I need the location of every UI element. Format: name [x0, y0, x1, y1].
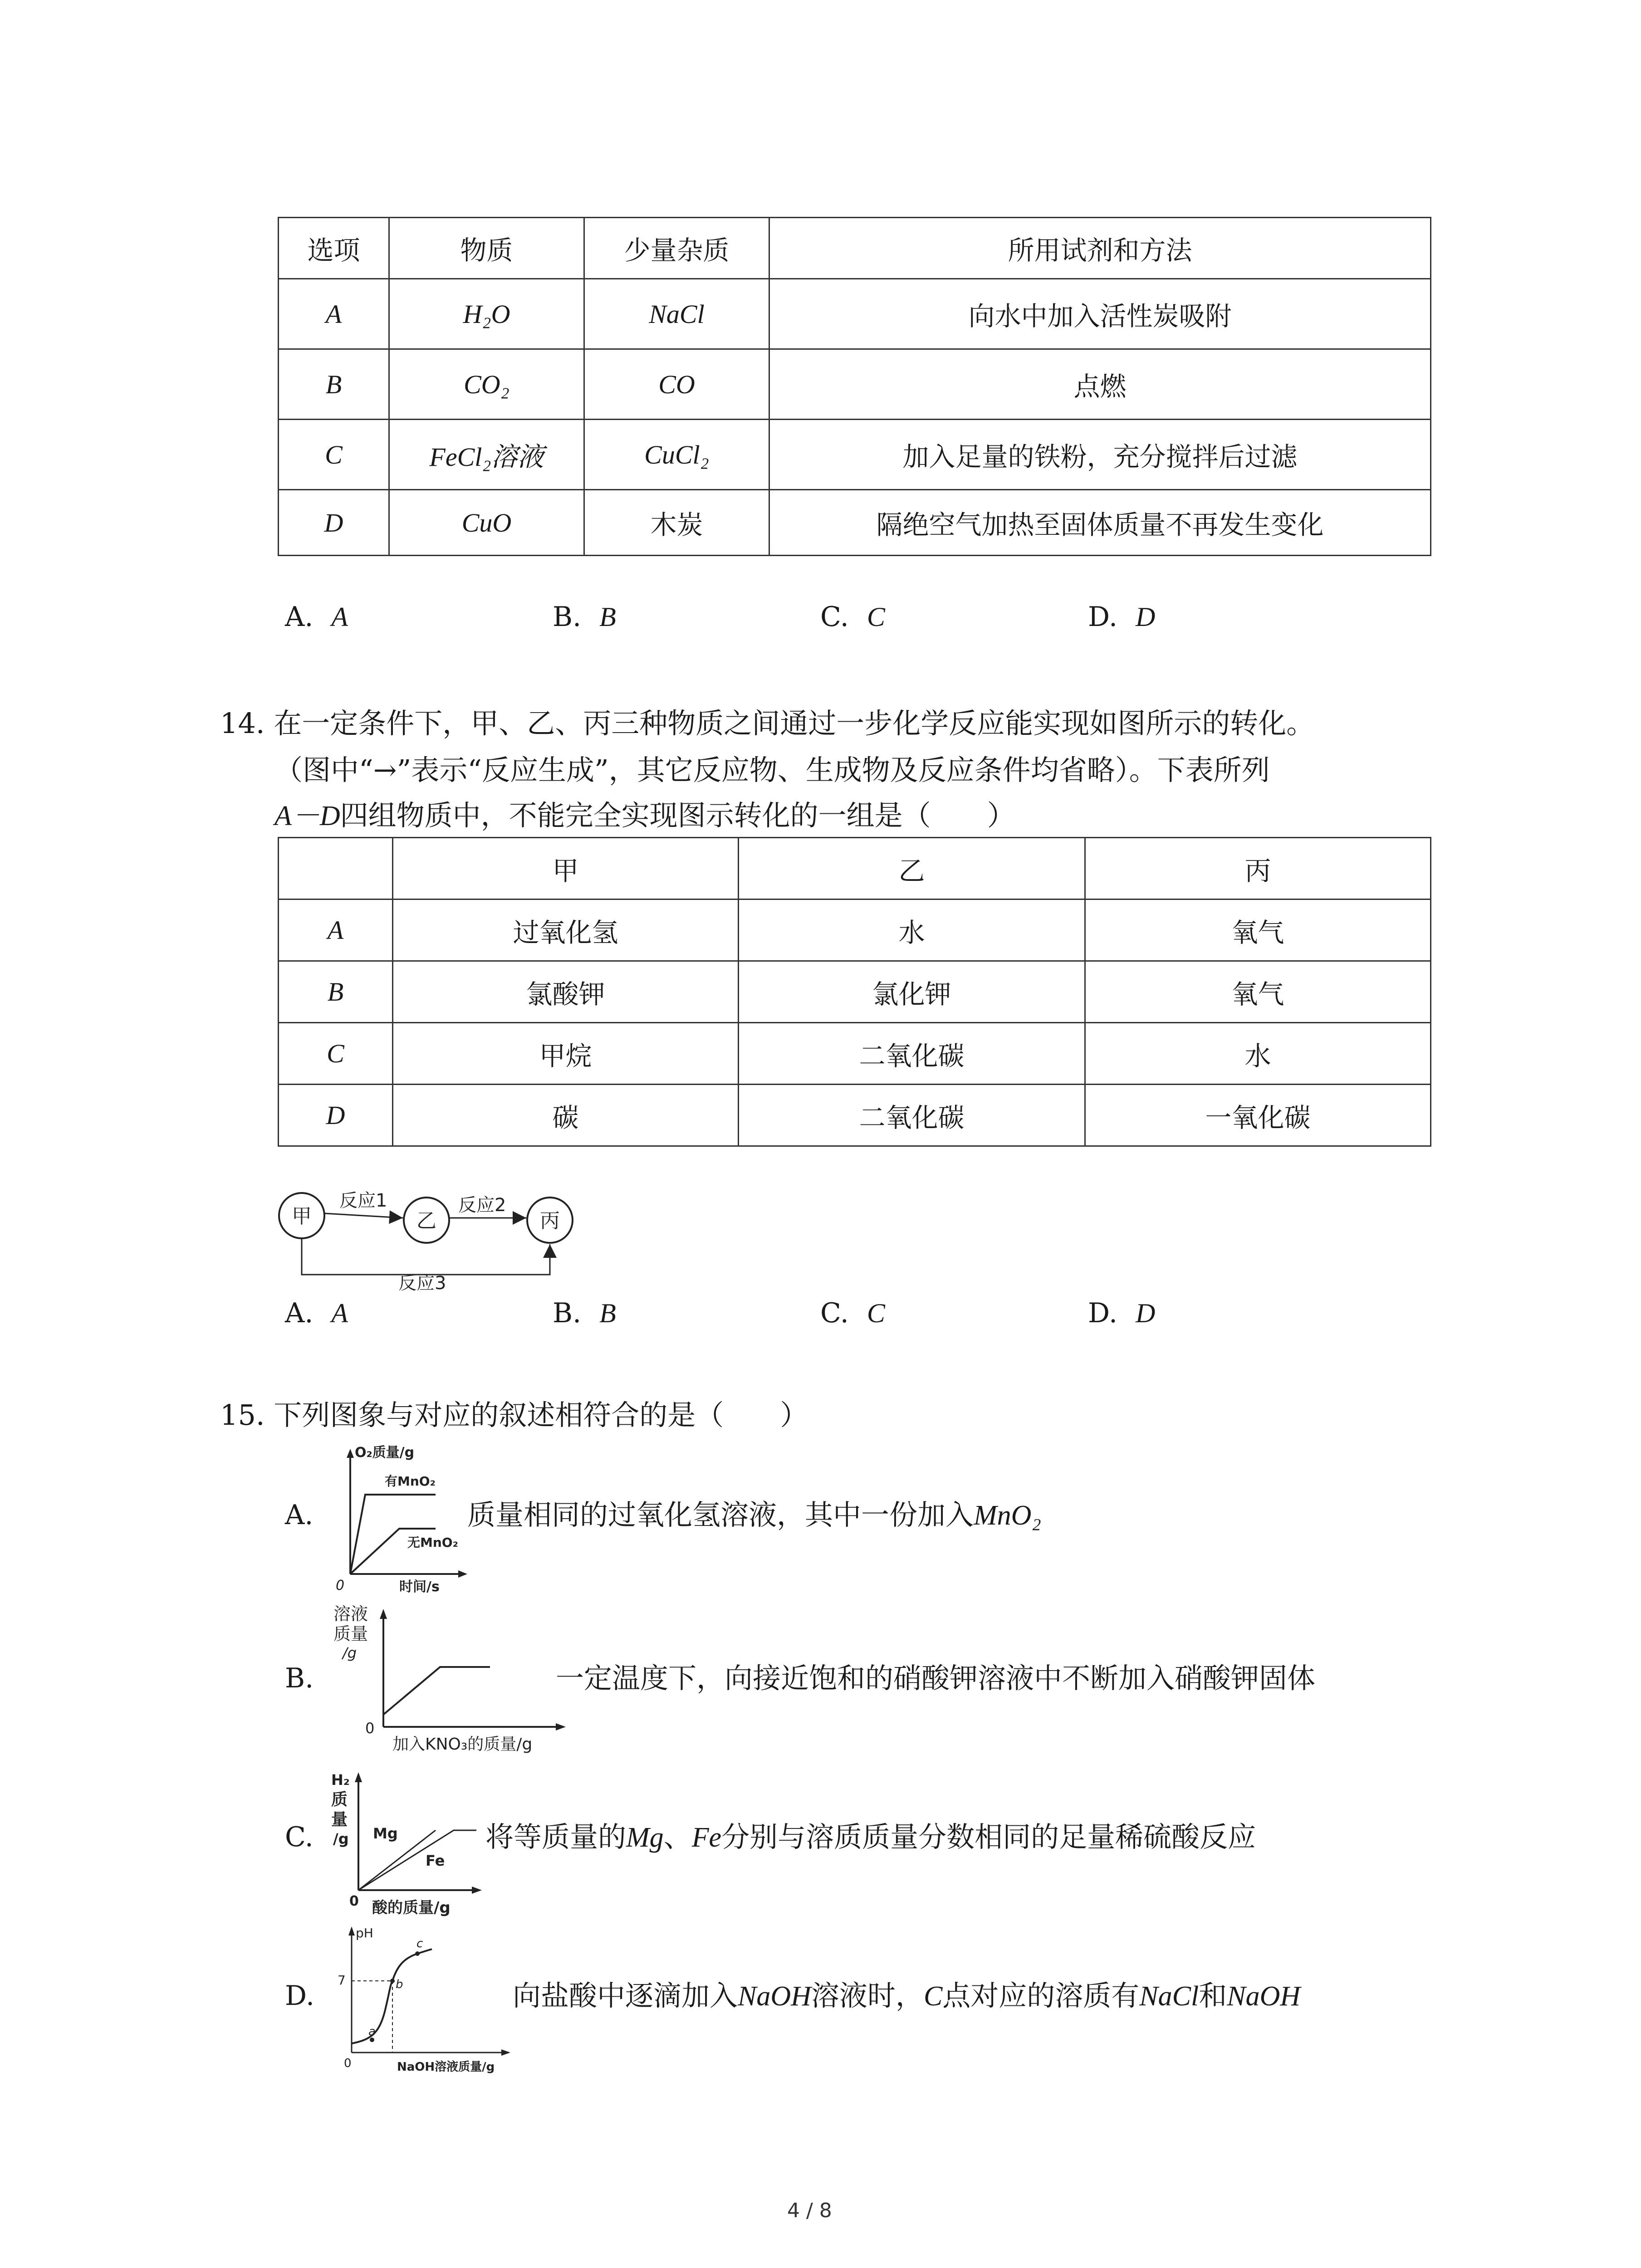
- node-yi-label: 乙: [416, 1209, 436, 1232]
- choice-label: B.: [553, 1297, 582, 1329]
- ph-curve: [352, 1949, 432, 2043]
- naoh-formula-2: NaOH: [1227, 1981, 1301, 2012]
- q15-option-b-text: 一定温度下，向接近饱和的硝酸钾溶液中不断加入硝酸钾固体: [556, 1662, 1316, 1695]
- point-b: [390, 1979, 395, 1983]
- q13-substance-cell: CO₂: [389, 349, 584, 420]
- q15-graph-b: [333, 1603, 574, 1753]
- q14-yi-cell: 氯化钾: [739, 961, 1085, 1023]
- q15-option-c-label[interactable]: C.: [285, 1821, 314, 1853]
- q13-method-cell: 点燃: [769, 349, 1431, 420]
- q14-option-cell: A: [279, 899, 393, 961]
- separator: 、: [663, 1820, 692, 1853]
- y-axis-label-h2: H₂: [331, 1771, 350, 1789]
- choice-value: B: [599, 1298, 616, 1328]
- q14-jia-cell: 碳: [393, 1085, 739, 1146]
- table-row: [279, 420, 1431, 490]
- q14-option-cell: B: [279, 961, 393, 1023]
- choice-label: A.: [285, 1297, 314, 1329]
- q14-option-cell: C: [279, 1023, 393, 1085]
- q14-range: A－D: [274, 801, 340, 831]
- q13-substance-cell: FeCl₂溶液: [389, 420, 584, 490]
- choice-label: D.: [1088, 1297, 1118, 1329]
- q13-header-substance: 物质: [389, 218, 584, 279]
- point-c-label: c: [416, 1937, 423, 1950]
- q14-jia-cell: 氯酸钾: [393, 961, 739, 1023]
- x-axis-label: 酸的质量/g: [372, 1899, 451, 1916]
- q15-option-d-text: [513, 1973, 1300, 2019]
- q13-method-cell: 加入足量的铁粉，充分搅拌后过滤: [769, 420, 1431, 490]
- naoh-formula: NaOH: [738, 1981, 811, 2012]
- q13-header-method: 所用试剂和方法: [769, 218, 1431, 279]
- q14-stem-line1: 14. 在一定条件下，甲、乙、丙三种物质之间通过一步化学反应能实现如图所示的转化。: [220, 707, 1315, 740]
- choice-value: D: [1136, 1298, 1156, 1328]
- q13-choice-a[interactable]: [285, 601, 348, 633]
- table-row: [279, 349, 1431, 420]
- q14-choice-a[interactable]: [285, 1297, 348, 1329]
- node-jia-label: 甲: [292, 1205, 312, 1228]
- q14-stem-rest: 四组物质中，不能完全实现图示转化的一组是（ ）: [340, 799, 1015, 832]
- solution-mass-line: [383, 1667, 490, 1715]
- choice-label: D.: [1088, 601, 1118, 633]
- q14-header-empty: [279, 838, 393, 899]
- q13-substance-cell: H₂O: [389, 279, 584, 349]
- q14-choice-d[interactable]: [1088, 1297, 1155, 1329]
- option-d-text-pre: 向盐酸中逐滴加入: [513, 1979, 738, 2012]
- q13-header-option: 选项: [279, 218, 389, 279]
- arrow-reaction3: [302, 1238, 550, 1275]
- q15-option-b-label[interactable]: B.: [285, 1662, 314, 1694]
- q14-stem-line2: （图中“→”表示“反应生成”，其它反应物、生成物及反应条件均省略）。下表所列: [274, 753, 1270, 787]
- ph7-label: 7: [338, 1973, 346, 1988]
- y-axis-label-zhi: 质: [331, 1790, 348, 1809]
- origin-label: 0: [365, 1720, 375, 1737]
- table-row: [279, 1023, 1431, 1085]
- option-c-text-post: 分别与溶质质量分数相同的足量稀硫酸反应: [721, 1820, 1256, 1853]
- q13-option-cell: B: [279, 349, 389, 420]
- point-c-ref: C: [923, 1981, 943, 2012]
- q14-header-bing: 丙: [1085, 838, 1431, 899]
- q14-yi-cell: 二氧化碳: [739, 1023, 1085, 1085]
- conjunction: 和: [1199, 1979, 1227, 2012]
- arrow-reaction1: [324, 1213, 403, 1218]
- q14-header-jia: 甲: [393, 838, 739, 899]
- option-d-text-mid: 溶液时，: [811, 1979, 924, 2012]
- choice-value: B: [599, 602, 616, 632]
- fe-label: Fe: [426, 1852, 445, 1869]
- point-a-label: a: [368, 2025, 376, 2038]
- choice-value: A: [331, 1298, 348, 1328]
- table-row: [279, 899, 1431, 961]
- nacl-formula: NaCl: [1139, 1981, 1199, 2012]
- q13-impurity-cell: 木炭: [584, 490, 769, 556]
- y-axis-label-line2: 质量: [333, 1624, 368, 1644]
- origin-label: 0: [336, 1578, 345, 1593]
- q15-stem: 15. 下列图象与对应的叙述相符合的是（ ）: [220, 1398, 808, 1432]
- q15-graph-c: [331, 1767, 488, 1916]
- choice-value: C: [867, 1298, 885, 1328]
- q14-table: [278, 837, 1431, 1147]
- y-axis-label-line3: /g: [343, 1644, 357, 1662]
- q14-bing-cell: 水: [1085, 1023, 1431, 1085]
- series-label-with-mno2: 有MnO₂: [385, 1474, 436, 1489]
- q14-yi-cell: 二氧化碳: [739, 1085, 1085, 1146]
- q13-header-impurity: 少量杂质: [584, 218, 769, 279]
- y-axis-label: pH: [356, 1926, 373, 1941]
- choice-label: C.: [820, 601, 849, 633]
- y-axis-label-line1: 溶液: [333, 1604, 368, 1624]
- q15-option-a-text: [467, 1492, 1041, 1538]
- q14-bing-cell: 氧气: [1085, 899, 1431, 961]
- q14-yi-cell: 水: [739, 899, 1085, 961]
- point-b-label: b: [396, 1978, 403, 1991]
- table-row: [279, 1085, 1431, 1146]
- origin-label: 0: [344, 2057, 352, 2070]
- x-axis-label: NaOH溶液质量/g: [397, 2060, 495, 2074]
- q14-header-yi: 乙: [739, 838, 1085, 899]
- q14-bing-cell: 氧气: [1085, 961, 1431, 1023]
- choice-value: C: [867, 602, 885, 632]
- table-row: [279, 490, 1431, 556]
- mg-symbol: Mg: [626, 1822, 664, 1853]
- y-axis-label-liang: 量: [331, 1810, 348, 1829]
- table-row: [279, 961, 1431, 1023]
- choice-value: A: [331, 602, 348, 632]
- q13-choice-b[interactable]: [553, 601, 616, 633]
- q13-option-cell: D: [279, 490, 389, 556]
- q15-option-d-label[interactable]: D.: [285, 1980, 315, 2012]
- q14-jia-cell: 甲烷: [393, 1023, 739, 1085]
- choice-value: D: [1136, 602, 1156, 632]
- choice-label: A.: [285, 601, 314, 633]
- q13-choice-c[interactable]: [820, 601, 885, 633]
- mno2-formula: MnO₂: [974, 1500, 1041, 1531]
- q13-method-cell: 隔绝空气加热至固体质量不再发生变化: [769, 490, 1431, 556]
- reaction2-label: 反应2: [458, 1195, 506, 1216]
- q13-option-cell: A: [279, 279, 389, 349]
- q14-jia-cell: 过氧化氢: [393, 899, 739, 961]
- q13-impurity-cell: CuCl₂: [584, 420, 769, 490]
- x-axis-label: 时间/s: [399, 1579, 440, 1594]
- q14-bing-cell: 一氧化碳: [1085, 1085, 1431, 1146]
- point-c: [415, 1951, 420, 1956]
- q14-choice-c[interactable]: [820, 1297, 885, 1329]
- reaction1-label: 反应1: [339, 1190, 387, 1211]
- option-a-description: 质量相同的过氧化氢溶液，其中一份加入: [467, 1498, 974, 1531]
- y-axis-label-unit: /g: [333, 1830, 349, 1848]
- q14-stem-line3: [274, 793, 1015, 839]
- table-row: [279, 279, 1431, 349]
- fe-symbol: Fe: [691, 1822, 722, 1853]
- reaction3-label: 反应3: [398, 1273, 446, 1290]
- q15-graph-a: [327, 1442, 476, 1594]
- q13-option-cell: C: [279, 420, 389, 490]
- option-c-text-pre: 将等质量的: [485, 1820, 627, 1853]
- q14-choice-b[interactable]: [553, 1297, 616, 1329]
- page-number: 4 / 8: [787, 2199, 832, 2222]
- q13-impurity-cell: NaCl: [584, 279, 769, 349]
- x-axis-label: 加入KNO₃的质量/g: [392, 1735, 533, 1753]
- choice-label: C.: [820, 1297, 849, 1329]
- choice-label: B.: [553, 601, 582, 633]
- q13-choice-d[interactable]: [1088, 601, 1155, 633]
- q15-option-a-label[interactable]: A.: [285, 1499, 314, 1531]
- series-label-without-mno2: 无MnO₂: [407, 1535, 458, 1550]
- q13-impurity-cell: CO: [584, 349, 769, 420]
- option-d-text-mid2: 点对应的溶质有: [942, 1979, 1140, 2012]
- q13-method-cell: 向水中加入活性炭吸附: [769, 279, 1431, 349]
- node-bing-label: 丙: [540, 1209, 560, 1232]
- mg-label: Mg: [373, 1825, 398, 1842]
- q13-substance-cell: CuO: [389, 490, 584, 556]
- q14-reaction-diagram: [272, 1182, 590, 1290]
- q13-table: [278, 217, 1431, 556]
- q14-option-cell: D: [279, 1085, 393, 1146]
- q15-graph-d: [331, 1921, 513, 2075]
- origin-label: 0: [349, 1893, 359, 1909]
- y-axis-label: O₂质量/g: [355, 1445, 415, 1461]
- q15-option-c-text: [485, 1814, 1256, 1860]
